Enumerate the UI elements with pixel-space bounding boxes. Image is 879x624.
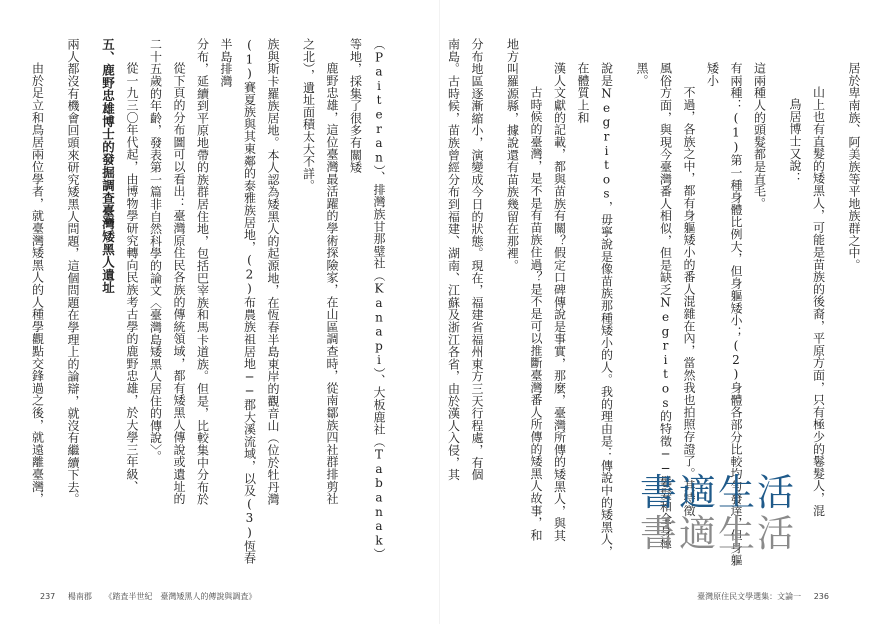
text-line: 有兩種：(1)第一種身體比例大，但身軀矮小；(2)身體各部分比較均勻發達，但身軀矮小 (705, 62, 743, 566)
text-line: 分布，延續到平原地帶的族群居住地，包括巴宰族和馬卡道族。但是，比較集中分布於 (195, 38, 210, 506)
watermark-logo-blue: 書適生活 (640, 471, 796, 514)
text-line: 這兩種人的頭髮都是直毛。 (752, 62, 767, 210)
text-line: 二十五歲的年齡，發表第一篇非自然科學的論文〈臺灣島矮黑人居住的傳說〉。 (148, 38, 163, 463)
text-line: 族與斯卡羅族居地。本人認為矮黑人的起源地，在恆春半島東岸的觀音山（位於牡丹灣 (266, 38, 280, 506)
text-line: 漢人文獻的記載，都與苗族有關？假定口碑傳說是事實，那麼，臺灣所傳的矮黑人，與其 (552, 62, 567, 542)
text-line: 說是Negritos，毋寧說是像苗族那種矮小的人。我的理由是：傳說中的矮黑人，在體質上和 (576, 62, 614, 558)
text-line: 山上也有直髮的矮黑人，可能是苗族的後裔，平原方面，只有極少的鬈髮人，混 (811, 86, 826, 517)
text-line: 古時候的臺灣，是不是有苗族住過？是不是可以推斷臺灣番人所傳的矮黑人故事，和 (529, 86, 543, 542)
text-line: 不過，各族之中，都有身軀矮小的番人混雜在內，當然我也拍照存證了。其特徵 (682, 86, 696, 517)
text-line: 之北），遺址面積太大不詳。 (301, 38, 316, 192)
text-line: 風俗方面，與現今臺灣番人相似，但是缺乏Negritos的特徵──鬈髮和全身極黑。 (635, 62, 673, 550)
text-line: 由於足立和鳥居兩位學者，就臺灣矮黑人的人種學觀點交鋒過之後，就遠離臺灣， (30, 62, 45, 505)
text-line: 兩人都沒有機會回頭來研究矮黑人問題，這個問題在學理上的論辯，就沒有繼續下去。 (66, 38, 80, 506)
footer-book-title: 《踏査半世紀 臺灣矮黑人的傳說與調査》 (104, 592, 257, 601)
page-number-left: 237 (40, 592, 56, 601)
page-number-right: 236 (813, 592, 829, 601)
text-line: 居於卑南族、阿美族等平地族群之中。 (847, 62, 861, 272)
right-page-footer (697, 591, 839, 602)
text-line: 地方叫羅源縣，據說還有苗族幾留在那裡。 (505, 38, 520, 272)
footer-series: 臺灣原住民文學選集：文論一 (697, 592, 802, 601)
text-line: （Paiteran）、排灣族甘那璧社（Kanapi）、大板鹿社（Tabanak）等地，採集了很多有關矮 (348, 38, 386, 560)
section-heading: 五、鹿野忠雄博士的發掘調查臺灣矮黑人遺址 (100, 38, 116, 294)
text-line: 分布地區逐漸縮小，演變成今日的狀態。現在，福建省福州東方三天行程處，有個 (470, 38, 484, 481)
text-line: 從一九三〇年代起，由博物學研究轉向民族考古學的鹿野忠雄，於大學三年級、 (125, 62, 139, 493)
left-page-body (20, 38, 390, 566)
text-line: 從下頁的分布圖可以看出：臺灣原住民各族的傳統領域，都有矮黑人傳說或遺址的 (172, 62, 186, 505)
footer-author: 楊南郡 (67, 592, 92, 601)
left-page-footer (40, 591, 266, 602)
text-line: 鳥居博士又說： (788, 98, 802, 185)
text-line: 南島。古時候，苗族曾經分布到福建、湖南、江蘇及浙江各省，由於漢人入侵，其 (446, 38, 461, 481)
text-line: 鹿野忠雄，這位臺灣最活躍的學術探險家，在山區調查時，從南鄒族四社群排剪社 (325, 62, 339, 505)
watermark-logo-gray: 書適生活 (640, 512, 796, 555)
text-line: (1)賽夏族與其東鄰的泰雅族居地，(2)布農族祖居地──郡大溪流域，以及(3)恆春半島排灣 (219, 38, 257, 565)
